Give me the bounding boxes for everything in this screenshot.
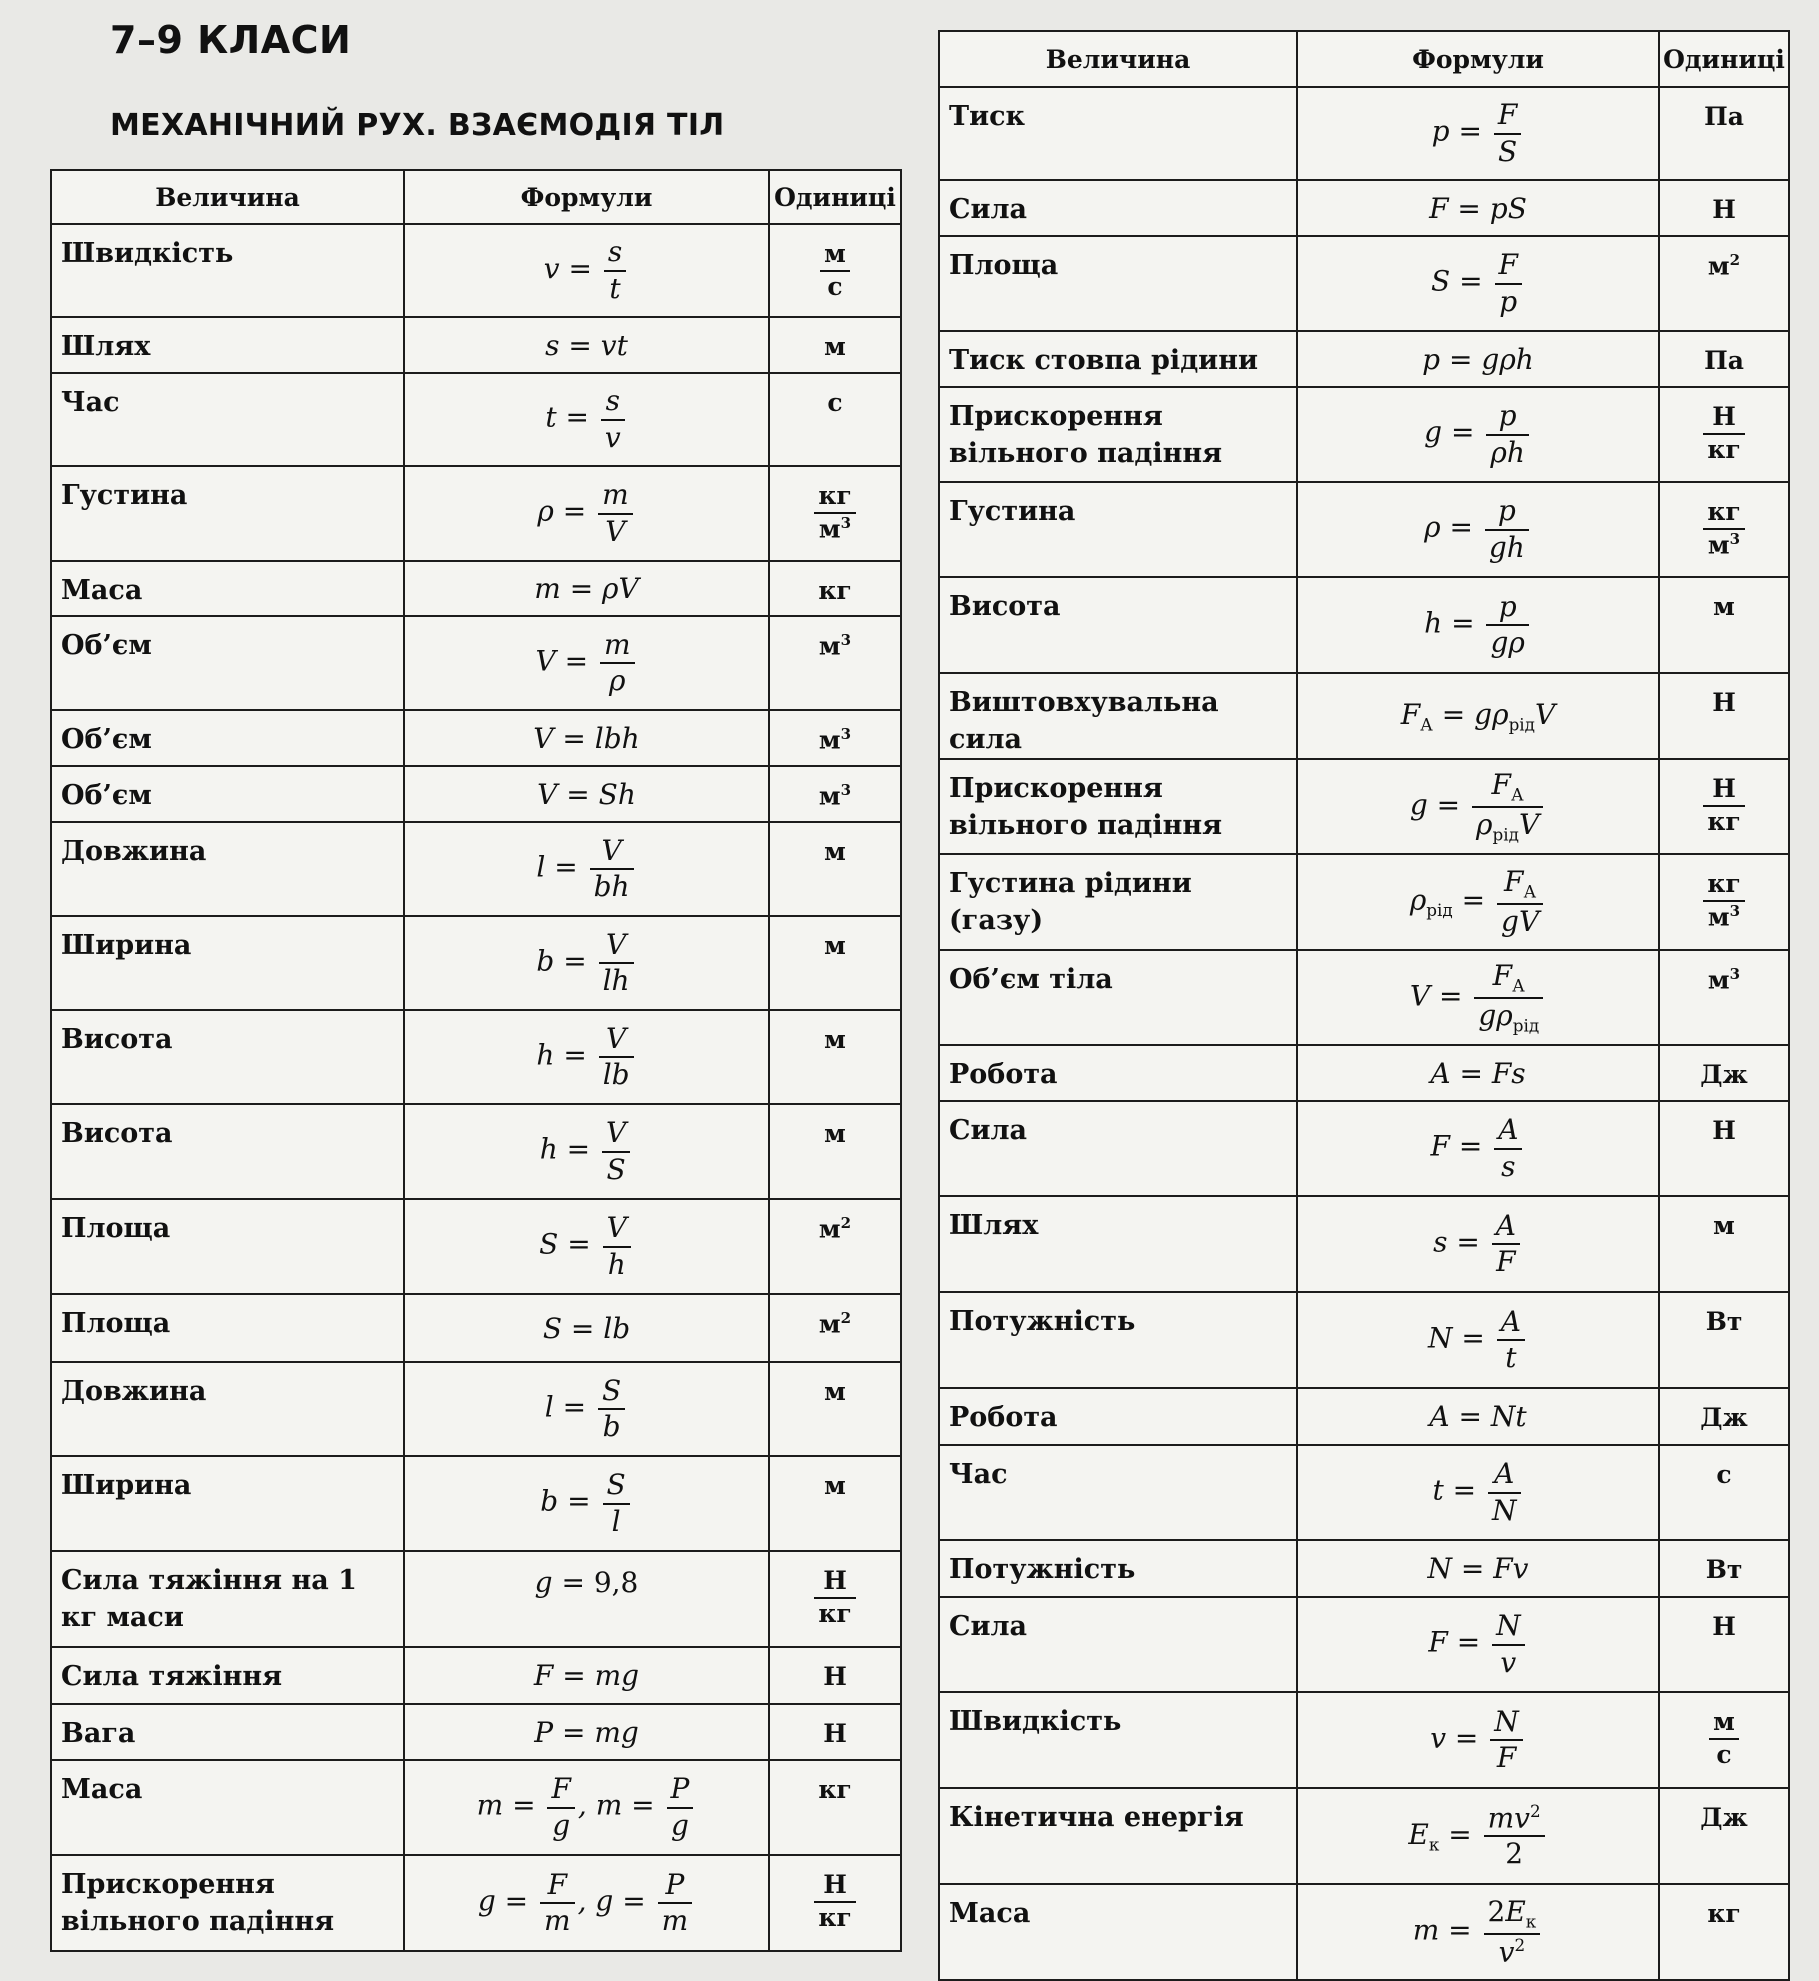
formula-cell: N = $\frac{A}{t}$ xyxy=(1297,1292,1659,1388)
table-row xyxy=(939,482,1789,577)
table-row xyxy=(51,1104,901,1199)
quantity-cell: Об’єм xyxy=(51,710,404,766)
quantity-cell: Потужність xyxy=(939,1292,1297,1388)
table-row xyxy=(939,331,1789,387)
table-row xyxy=(939,87,1789,180)
unit-cell: м xyxy=(769,1104,901,1199)
quantity-cell: Густина xyxy=(51,466,404,561)
quantity-cell: Швидкість xyxy=(51,224,404,317)
table-row xyxy=(939,1540,1789,1597)
header-quantity: Величина xyxy=(51,170,404,224)
table-row xyxy=(939,950,1789,1045)
table-row xyxy=(51,1294,901,1362)
unit-cell: Дж xyxy=(1659,1788,1789,1884)
formula-cell: N = Fv xyxy=(1297,1540,1659,1597)
quantity-cell: Довжина xyxy=(51,822,404,916)
table-row xyxy=(939,1101,1789,1196)
formula-cell: S = $\frac{V}{h}$ xyxy=(404,1199,769,1294)
table-row xyxy=(51,822,901,916)
table-row xyxy=(939,577,1789,673)
unit-cell: м xyxy=(1659,1196,1789,1292)
header-quantity: Величина xyxy=(939,31,1297,87)
quantity-cell: Ширина xyxy=(51,916,404,1010)
formula-cell: g = $\frac{p}{\rho h}$ xyxy=(1297,387,1659,482)
formula-cell: b = $\frac{S}{l}$ xyxy=(404,1456,769,1551)
formula-cell: h = $\frac{p}{g\rho}$ xyxy=(1297,577,1659,673)
formula-cell: S = $\frac{F}{p}$ xyxy=(1297,236,1659,331)
table-row xyxy=(51,1855,901,1951)
table-row xyxy=(51,373,901,466)
table-row xyxy=(51,1704,901,1760)
left-formula-table xyxy=(50,169,902,1952)
quantity-cell: Площа xyxy=(51,1199,404,1294)
quantity-cell: Робота xyxy=(939,1388,1297,1445)
quantity-cell: Густина xyxy=(939,482,1297,577)
header-formulas: Формули xyxy=(404,170,769,224)
unit-cell: м xyxy=(769,1456,901,1551)
unit-cell: кг $м^3$ xyxy=(769,466,901,561)
quantity-cell: Об’єм xyxy=(51,616,404,710)
quantity-cell: Об’єм тіла xyxy=(939,950,1297,1045)
formula-cell: ρ = $\frac{m}{V}$ xyxy=(404,466,769,561)
unit-cell: Вт xyxy=(1659,1540,1789,1597)
formula-cell: V = lbh xyxy=(404,710,769,766)
formula-cell: F = $\frac{N}{v}$ xyxy=(1297,1597,1659,1692)
unit-cell: кг xyxy=(769,561,901,616)
table-row xyxy=(939,1196,1789,1292)
unit-cell: Н xyxy=(1659,673,1789,759)
table-row xyxy=(939,1788,1789,1884)
unit-cell: Па xyxy=(1659,331,1789,387)
table-row xyxy=(51,466,901,561)
page-heading: 7–9 КЛАСИ xyxy=(110,18,352,62)
formula-cell: t = $\frac{s}{v}$ xyxy=(404,373,769,466)
quantity-cell: Шлях xyxy=(51,317,404,373)
unit-cell: Па xyxy=(1659,87,1789,180)
unit-cell: $м^2$ xyxy=(1659,236,1789,331)
quantity-cell: Тиск стовпа рідини xyxy=(939,331,1297,387)
formula-cell: V = Sh xyxy=(404,766,769,822)
quantity-cell: Шлях xyxy=(939,1196,1297,1292)
formula-cell: g = 9,8 xyxy=(404,1551,769,1647)
table-row xyxy=(939,1045,1789,1101)
unit-cell: $м^3$ xyxy=(1659,950,1789,1045)
formula-cell: F = $\frac{A}{s}$ xyxy=(1297,1101,1659,1196)
table-row xyxy=(939,1884,1789,1980)
table-row xyxy=(939,1445,1789,1540)
unit-cell: м xyxy=(769,317,901,373)
formula-cell: g = $F_А$ $\rho_{рід}V$ xyxy=(1297,759,1659,854)
formula-cell: b = $\frac{V}{lh}$ xyxy=(404,916,769,1010)
formula-cell: $E_к$ = $\frac{mv^2}{2}$ xyxy=(1297,1788,1659,1884)
unit-cell: Н кг xyxy=(769,1551,901,1647)
table-row xyxy=(51,1551,901,1647)
formula-cell: s = vt xyxy=(404,317,769,373)
table-row xyxy=(51,1647,901,1704)
formula-cell: p = gρh xyxy=(1297,331,1659,387)
quantity-cell: Сила xyxy=(939,1597,1297,1692)
table-row xyxy=(51,1456,901,1551)
formula-cell: V = $\frac{m}{\rho}$ xyxy=(404,616,769,710)
header-formulas: Формули xyxy=(1297,31,1659,87)
unit-cell: Н кг xyxy=(1659,759,1789,854)
table-row xyxy=(51,317,901,373)
quantity-cell: Висота xyxy=(939,577,1297,673)
formula-cell: t = $\frac{A}{N}$ xyxy=(1297,1445,1659,1540)
unit-cell: $м^2$ xyxy=(769,1294,901,1362)
unit-cell: с xyxy=(1659,1445,1789,1540)
table-row xyxy=(51,1199,901,1294)
quantity-cell: Потужність xyxy=(939,1540,1297,1597)
unit-cell: $м^3$ xyxy=(769,710,901,766)
quantity-cell: Виштовхувальна сила xyxy=(939,673,1297,759)
quantity-cell: Довжина xyxy=(51,1362,404,1456)
unit-cell: м с xyxy=(1659,1692,1789,1788)
formula-cell: F = mg xyxy=(404,1647,769,1704)
unit-cell: м xyxy=(769,916,901,1010)
unit-cell: с xyxy=(769,373,901,466)
table-row xyxy=(939,759,1789,854)
quantity-cell: Площа xyxy=(51,1294,404,1362)
quantity-cell: Площа xyxy=(939,236,1297,331)
quantity-cell: Сила xyxy=(939,180,1297,236)
section-title: МЕХАНІЧНИЙ РУХ. ВЗАЄМОДІЯ ТІЛ xyxy=(110,108,725,143)
formula-cell: h = $\frac{V}{lb}$ xyxy=(404,1010,769,1104)
formula-cell: g = $\frac{F}{m}$ , g = $\frac{P}{m}$ xyxy=(404,1855,769,1951)
formula-cell: $F_А = g\rho_{рід}V$ xyxy=(1297,673,1659,759)
table-row xyxy=(939,854,1789,950)
quantity-cell: Густина рідини (газу) xyxy=(939,854,1297,950)
quantity-cell: Прискорення вільного падіння xyxy=(939,759,1297,854)
table-row xyxy=(51,916,901,1010)
unit-cell: кг xyxy=(1659,1884,1789,1980)
quantity-cell: Прискорення вільного падіння xyxy=(939,387,1297,482)
formula-cell: S = lb xyxy=(404,1294,769,1362)
formula-cell: V = $F_А$ $g\rho_{рід}$ xyxy=(1297,950,1659,1045)
unit-cell: кг xyxy=(769,1760,901,1855)
formula-cell: F = pS xyxy=(1297,180,1659,236)
table-row xyxy=(51,1362,901,1456)
table-row xyxy=(51,766,901,822)
unit-cell: Н кг xyxy=(1659,387,1789,482)
unit-cell: м с xyxy=(769,224,901,317)
table-row xyxy=(51,710,901,766)
quantity-cell: Маса xyxy=(51,1760,404,1855)
formula-cell: ρ = $\frac{p}{gh}$ xyxy=(1297,482,1659,577)
formula-cell: v = $\frac{N}{F}$ xyxy=(1297,1692,1659,1788)
table-row xyxy=(939,387,1789,482)
table-header xyxy=(939,31,1789,87)
right-formula-table xyxy=(938,30,1790,1981)
formula-cell: l = $\frac{S}{b}$ xyxy=(404,1362,769,1456)
unit-cell: Н xyxy=(769,1704,901,1760)
header-units: Одиниці xyxy=(1659,31,1789,87)
unit-cell: $м^3$ xyxy=(769,766,901,822)
unit-cell: Дж xyxy=(1659,1045,1789,1101)
table-row xyxy=(939,1692,1789,1788)
quantity-cell: Ширина xyxy=(51,1456,404,1551)
table-row xyxy=(939,1292,1789,1388)
table-row xyxy=(939,673,1789,759)
unit-cell: Н xyxy=(1659,1101,1789,1196)
formula-cell: p = $\frac{F}{S}$ xyxy=(1297,87,1659,180)
formula-cell: l = $\frac{V}{bh}$ xyxy=(404,822,769,916)
table-row xyxy=(939,1388,1789,1445)
table-row xyxy=(939,236,1789,331)
quantity-cell: Кінетична енергія xyxy=(939,1788,1297,1884)
table-row xyxy=(939,1597,1789,1692)
table-row xyxy=(939,180,1789,236)
quantity-cell: Швидкість xyxy=(939,1692,1297,1788)
unit-cell: Н кг xyxy=(769,1855,901,1951)
unit-cell: Н xyxy=(1659,1597,1789,1692)
quantity-cell: Об’єм xyxy=(51,766,404,822)
unit-cell: Н xyxy=(1659,180,1789,236)
table-row xyxy=(51,1010,901,1104)
quantity-cell: Робота xyxy=(939,1045,1297,1101)
formula-cell: $\rho_{рід}$ = $F_А$ gV xyxy=(1297,854,1659,950)
unit-cell: кг $м^3$ xyxy=(1659,482,1789,577)
table-row xyxy=(51,561,901,616)
unit-cell: кг $м^3$ xyxy=(1659,854,1789,950)
formula-cell: A = Fs xyxy=(1297,1045,1659,1101)
quantity-cell: Маса xyxy=(51,561,404,616)
formula-cell: A = Nt xyxy=(1297,1388,1659,1445)
quantity-cell: Тиск xyxy=(939,87,1297,180)
quantity-cell: Прискорення вільного падіння xyxy=(51,1855,404,1951)
quantity-cell: Час xyxy=(51,373,404,466)
table-row xyxy=(51,1760,901,1855)
header-units: Одиниці xyxy=(769,170,901,224)
unit-cell: Н xyxy=(769,1647,901,1704)
quantity-cell: Час xyxy=(939,1445,1297,1540)
unit-cell: $м^3$ xyxy=(769,616,901,710)
unit-cell: м xyxy=(769,822,901,916)
quantity-cell: Сила xyxy=(939,1101,1297,1196)
unit-cell: Дж xyxy=(1659,1388,1789,1445)
quantity-cell: Вага xyxy=(51,1704,404,1760)
table-row xyxy=(51,616,901,710)
table-row xyxy=(51,224,901,317)
unit-cell: Вт xyxy=(1659,1292,1789,1388)
unit-cell: $м^2$ xyxy=(769,1199,901,1294)
formula-cell: P = mg xyxy=(404,1704,769,1760)
formula-cell: m = ρV xyxy=(404,561,769,616)
formula-cell: m = $\frac{F}{g}$ , m = $\frac{P}{g}$ xyxy=(404,1760,769,1855)
quantity-cell: Маса xyxy=(939,1884,1297,1980)
formula-cell: v = $\frac{s}{t}$ xyxy=(404,224,769,317)
quantity-cell: Висота xyxy=(51,1010,404,1104)
quantity-cell: Висота xyxy=(51,1104,404,1199)
quantity-cell: Сила тяжіння на 1 кг маси xyxy=(51,1551,404,1647)
unit-cell: м xyxy=(769,1362,901,1456)
unit-cell: м xyxy=(1659,577,1789,673)
formula-cell: s = $\frac{A}{F}$ xyxy=(1297,1196,1659,1292)
table-header xyxy=(51,170,901,224)
formula-cell: m = $2E_к$ $v^2$ xyxy=(1297,1884,1659,1980)
quantity-cell: Сила тяжіння xyxy=(51,1647,404,1704)
unit-cell: м xyxy=(769,1010,901,1104)
formula-cell: h = $\frac{V}{S}$ xyxy=(404,1104,769,1199)
